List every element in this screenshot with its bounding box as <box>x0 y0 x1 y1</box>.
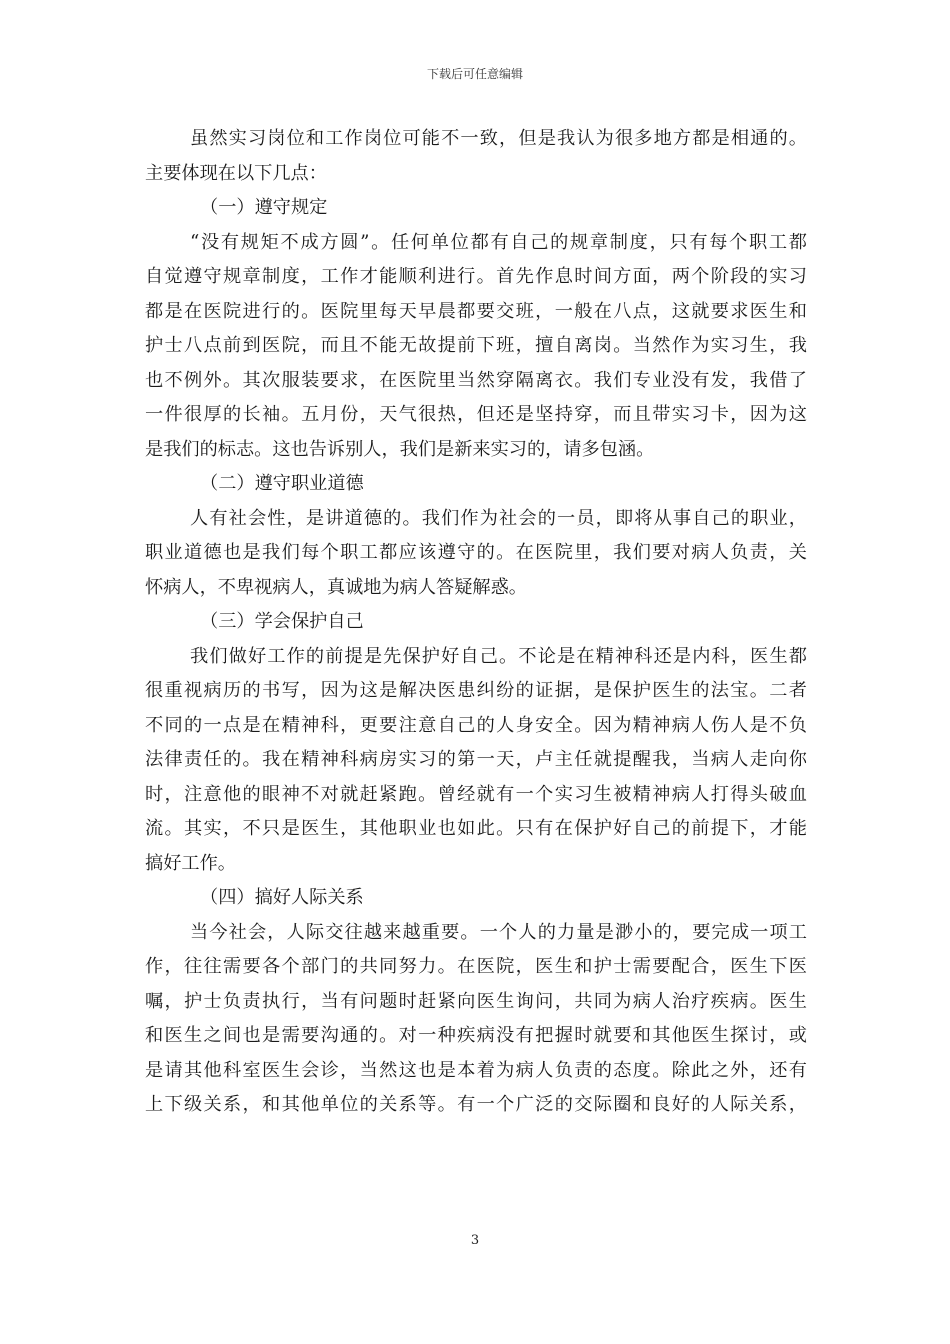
text-line: 搞好工作。 <box>145 852 236 874</box>
section-heading: （二）遵守职业道德 <box>200 473 364 494</box>
document-body <box>145 122 807 1123</box>
text-line: 职业道德也是我们每个职工都应该遵守的。在医院里，我们要对病人负责，关 <box>145 542 807 563</box>
text-line: 上下级关系，和其他单位的关系等。有一个广泛的交际圈和良好的人际关系， <box>145 1094 807 1115</box>
text-line: 人有社会性，是讲道德的。我们作为社会的一员，即将从事自己的职业， <box>190 507 807 529</box>
text-line: 是请其他科室医生会诊，当然这也是本着为病人负责的态度。除此之外，还有 <box>145 1059 807 1081</box>
text-line: 我们做好工作的前提是先保护好自己。不论是在精神科还是内科，医生都 <box>190 645 807 667</box>
text-line: 时，注意他的眼神不对就赶紧跑。曾经就有一个实习生被精神病人打得头破血 <box>145 783 807 805</box>
text-line: 是我们的标志。这也告诉别人，我们是新来实习的，请多包涵。 <box>145 438 655 460</box>
text-line: “没有规矩不成方圆”。任何单位都有自己的规章制度，只有每个职工都 <box>190 231 807 253</box>
text-line: 很重视病历的书写，因为这是解决医患纠纷的证据，是保护医生的法宝。二者 <box>145 680 807 701</box>
text-line: 护士八点前到医院，而且不能无故提前下班，擅自离岗。当然作为实习生，我 <box>145 335 807 356</box>
text-line: 流。其实，不只是医生，其他职业也如此。只有在保护好自己的前提下，才能 <box>145 818 807 839</box>
section-heading: （四）搞好人际关系 <box>200 887 364 908</box>
section-heading: （三）学会保护自己 <box>200 611 364 632</box>
text-line: 和医生之间也是需要沟通的。对一种疾病没有把握时就要和其他医生探讨，或 <box>145 1025 807 1046</box>
text-line: 法律责任的。我在精神科病房实习的第一天，卢主任就提醒我，当病人走向你 <box>145 749 807 770</box>
text-line: 当今社会，人际交往越来越重要。一个人的力量是渺小的，要完成一项工 <box>190 921 807 943</box>
text-line: 一件很厚的长袖。五月份，天气很热，但还是坚持穿，而且带实习卡，因为这 <box>145 404 807 425</box>
section-heading: （一）遵守规定 <box>200 197 328 218</box>
page-header: 下载后可任意编辑 <box>426 67 523 81</box>
text-line: 主要体现在以下几点： <box>145 162 327 184</box>
text-line: 嘱，护士负责执行，当有问题时赶紧向医生询问，共同为病人治疗疾病。医生 <box>145 990 807 1012</box>
text-line: 自觉遵守规章制度，工作才能顺利进行。首先作息时间方面，两个阶段的实习 <box>145 266 807 287</box>
text-line: 虽然实习岗位和工作岗位可能不一致，但是我认为很多地方都是相通的。 <box>190 128 807 149</box>
text-line: 都是在医院进行的。医院里每天早晨都要交班，一般在八点，这就要求医生和 <box>145 300 807 322</box>
text-line: 作，往往需要各个部门的共同努力。在医院，医生和护士需要配合，医生下医 <box>145 956 807 977</box>
text-line: 也不例外。其次服装要求，在医院里当然穿隔离衣。我们专业没有发，我借了 <box>145 369 807 391</box>
text-line: 不同的一点是在精神科，更要注意自己的人身安全。因为精神病人伤人是不负 <box>145 714 807 736</box>
page-number: 3 <box>470 1233 480 1248</box>
text-line: 怀病人，不卑视病人，真诚地为病人答疑解惑。 <box>145 576 527 598</box>
